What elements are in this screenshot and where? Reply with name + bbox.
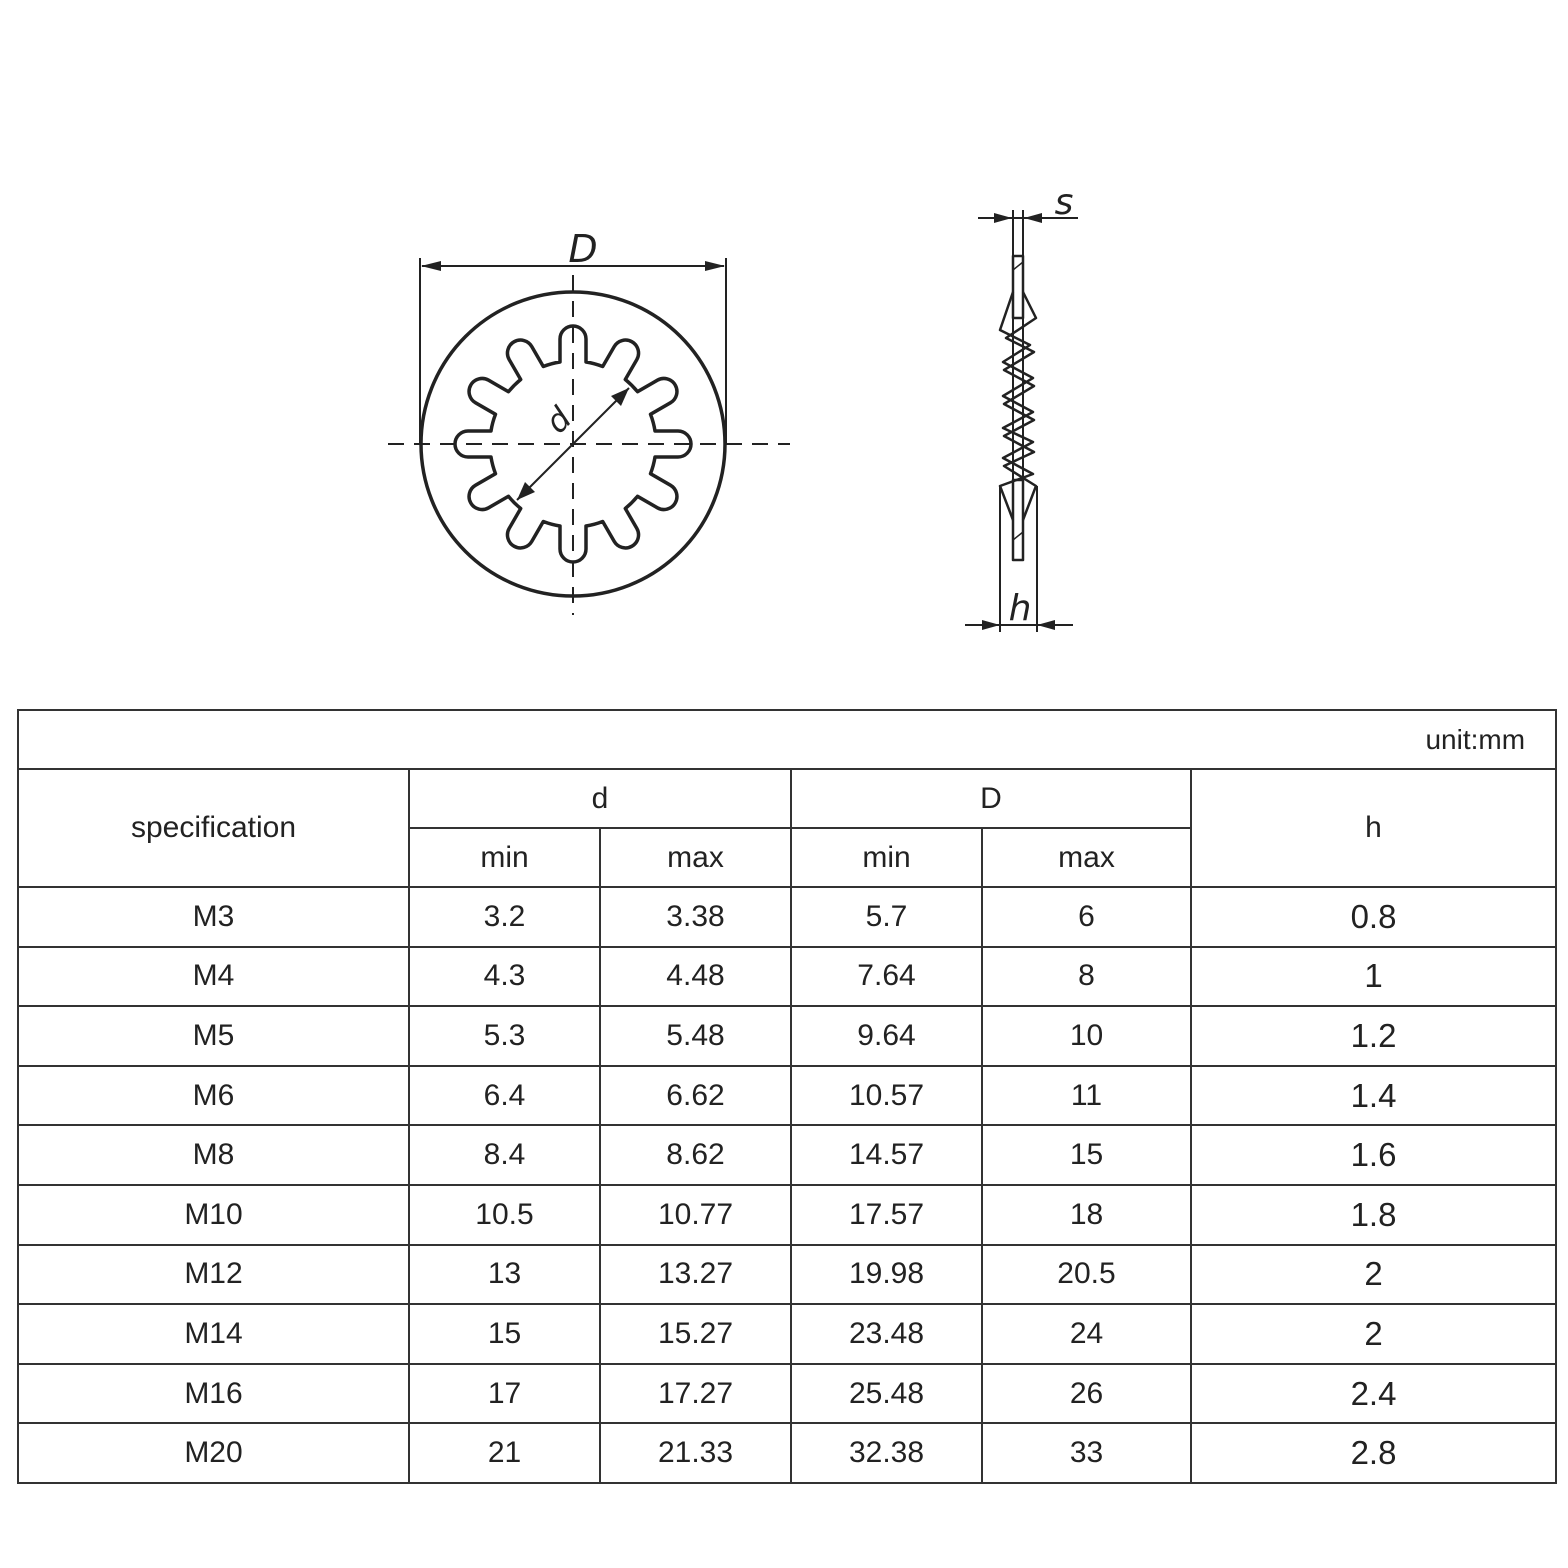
D-max-cell: 8 <box>982 947 1191 1007</box>
h-cell: 1.2 <box>1191 1006 1556 1066</box>
spec-cell: M4 <box>18 947 409 1007</box>
side-view <box>965 210 1078 632</box>
D-max-cell: 15 <box>982 1125 1191 1185</box>
front-view <box>388 258 790 615</box>
D-max-cell: 6 <box>982 887 1191 947</box>
header-d: d <box>409 769 791 828</box>
d-max-cell: 15.27 <box>600 1304 791 1364</box>
d-min-cell: 10.5 <box>409 1185 600 1245</box>
specification-table <box>17 709 1557 1484</box>
header-D-min: min <box>791 828 982 887</box>
dim-h-label: h <box>1008 588 1032 629</box>
header-row-1 <box>18 769 1556 828</box>
spec-cell: M6 <box>18 1066 409 1126</box>
spec-cell: M12 <box>18 1245 409 1305</box>
spec-cell: M14 <box>18 1304 409 1364</box>
h-cell: 1.4 <box>1191 1066 1556 1126</box>
D-min-cell: 32.38 <box>791 1423 982 1483</box>
d-max-cell: 3.38 <box>600 887 791 947</box>
table-row <box>18 1066 1556 1126</box>
D-max-cell: 24 <box>982 1304 1191 1364</box>
h-cell: 2 <box>1191 1304 1556 1364</box>
D-max-cell: 33 <box>982 1423 1191 1483</box>
header-d-max: max <box>600 828 791 887</box>
side-hatch-2 <box>1013 532 1023 540</box>
header-D-max: max <box>982 828 1191 887</box>
spec-cell: M8 <box>18 1125 409 1185</box>
D-min-cell: 17.57 <box>791 1185 982 1245</box>
unit-label: unit:mm <box>18 710 1556 769</box>
D-min-cell: 14.57 <box>791 1125 982 1185</box>
d-min-cell: 13 <box>409 1245 600 1305</box>
spec-cell: M16 <box>18 1364 409 1424</box>
h-cell: 1 <box>1191 947 1556 1007</box>
header-h: h <box>1191 769 1556 887</box>
table-row <box>18 887 1556 947</box>
h-cell: 2 <box>1191 1245 1556 1305</box>
d-max-cell: 13.27 <box>600 1245 791 1305</box>
D-min-cell: 19.98 <box>791 1245 982 1305</box>
table-row <box>18 1245 1556 1305</box>
d-max-cell: 4.48 <box>600 947 791 1007</box>
d-min-cell: 8.4 <box>409 1125 600 1185</box>
side-hatch-1 <box>1013 262 1023 270</box>
h-cell: 1.6 <box>1191 1125 1556 1185</box>
table-row <box>18 1185 1556 1245</box>
d-min-cell: 6.4 <box>409 1066 600 1126</box>
dim-h-arrow-left <box>982 620 1000 630</box>
d-min-cell: 21 <box>409 1423 600 1483</box>
dim-D-arrow-left <box>421 261 441 271</box>
table-row <box>18 947 1556 1007</box>
d-min-cell: 17 <box>409 1364 600 1424</box>
D-max-cell: 10 <box>982 1006 1191 1066</box>
D-min-cell: 7.64 <box>791 947 982 1007</box>
d-max-cell: 17.27 <box>600 1364 791 1424</box>
table-row <box>18 1125 1556 1185</box>
dim-s-label: s <box>1054 182 1074 223</box>
d-min-cell: 4.3 <box>409 947 600 1007</box>
h-cell: 1.8 <box>1191 1185 1556 1245</box>
D-max-cell: 26 <box>982 1364 1191 1424</box>
D-min-cell: 23.48 <box>791 1304 982 1364</box>
D-max-cell: 20.5 <box>982 1245 1191 1305</box>
D-min-cell: 10.57 <box>791 1066 982 1126</box>
D-max-cell: 18 <box>982 1185 1191 1245</box>
washer-drawing <box>0 0 1568 700</box>
dim-d-label: d <box>537 399 579 441</box>
d-max-cell: 10.77 <box>600 1185 791 1245</box>
spec-cell: M5 <box>18 1006 409 1066</box>
d-max-cell: 5.48 <box>600 1006 791 1066</box>
dim-D-arrow-right <box>705 261 725 271</box>
table-row <box>18 1364 1556 1424</box>
dim-s-arrow-right <box>1024 213 1042 223</box>
h-cell: 2.8 <box>1191 1423 1556 1483</box>
D-min-cell: 5.7 <box>791 887 982 947</box>
spec-cell: M20 <box>18 1423 409 1483</box>
dim-s-arrow-left <box>994 213 1012 223</box>
d-max-cell: 8.62 <box>600 1125 791 1185</box>
D-max-cell: 11 <box>982 1066 1191 1126</box>
spec-cell: M3 <box>18 887 409 947</box>
dim-D-label: D <box>568 227 598 271</box>
dim-h-arrow-right <box>1037 620 1055 630</box>
unit-row <box>18 710 1556 769</box>
h-cell: 2.4 <box>1191 1364 1556 1424</box>
header-D: D <box>791 769 1191 828</box>
side-teeth-left <box>1000 292 1033 520</box>
table-row <box>18 1304 1556 1364</box>
header-specification: specification <box>18 769 409 887</box>
h-cell: 0.8 <box>1191 887 1556 947</box>
table-row <box>18 1423 1556 1483</box>
d-min-cell: 5.3 <box>409 1006 600 1066</box>
d-max-cell: 21.33 <box>600 1423 791 1483</box>
d-min-cell: 15 <box>409 1304 600 1364</box>
table-row <box>18 1006 1556 1066</box>
header-d-min: min <box>409 828 600 887</box>
D-min-cell: 9.64 <box>791 1006 982 1066</box>
spec-cell: M10 <box>18 1185 409 1245</box>
D-min-cell: 25.48 <box>791 1364 982 1424</box>
d-min-cell: 3.2 <box>409 887 600 947</box>
d-max-cell: 6.62 <box>600 1066 791 1126</box>
side-strip-bottom <box>1013 480 1023 560</box>
